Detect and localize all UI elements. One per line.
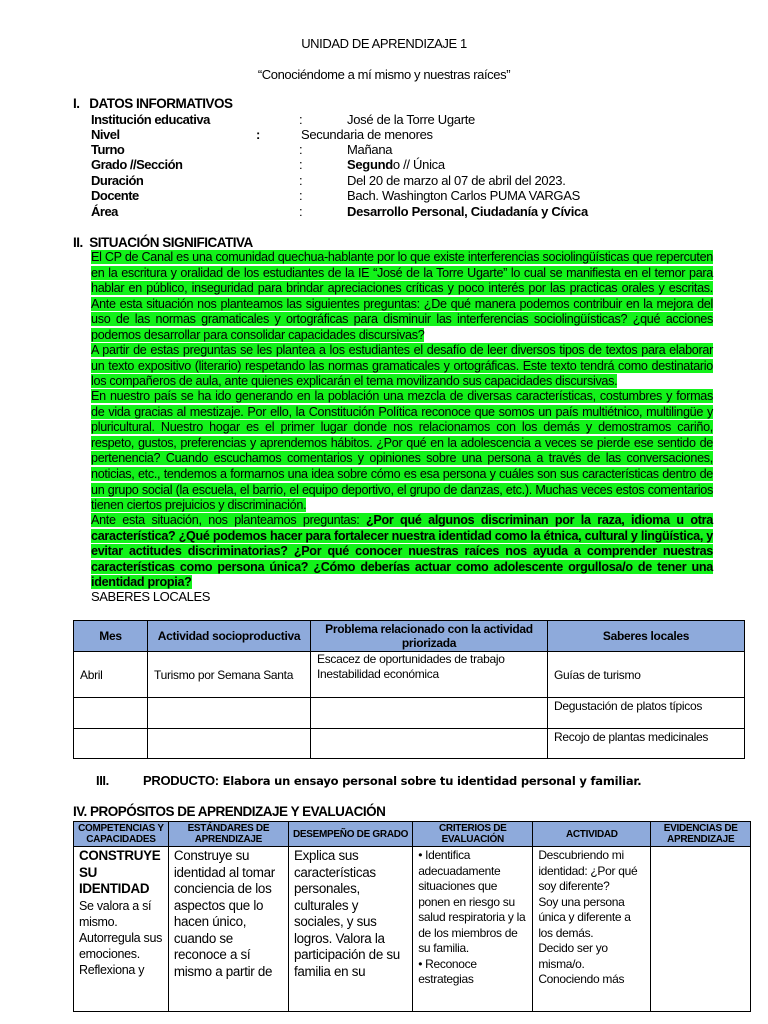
section-2-heading: II. SITUACIÓN SIGNIFICATIVA (73, 235, 253, 250)
document-title: UNIDAD DE APRENDIZAJE 1 (301, 36, 467, 51)
situacion-paragraph-1 (91, 250, 713, 344)
colon: : (299, 112, 303, 127)
table-header-row (74, 621, 745, 652)
table-row (74, 698, 745, 729)
highlighted-text: Ante esta situación, nos planteamos preguntas: (91, 513, 366, 527)
colon: : (256, 127, 261, 142)
header-criterios: CRITERIOS DE EVALUACIÓN (413, 822, 533, 847)
criterio-2: • Reconoce estrategias (418, 956, 477, 986)
cell-criterios (413, 847, 533, 1012)
label-area: Área (91, 204, 118, 219)
cell-saber: Degustación de platos típicos (548, 698, 745, 729)
label-docente: Docente (91, 188, 139, 203)
situacion-paragraph-4 (91, 513, 713, 591)
section-3-number: III. (96, 773, 109, 788)
situacion-paragraph-2 (91, 343, 713, 390)
colon: : (299, 142, 303, 157)
cell-problema (311, 729, 548, 759)
section-3-product (143, 773, 641, 788)
label-turno: Turno (91, 142, 125, 157)
header-problema: Problema relacionado con la actividad priorizada (311, 621, 548, 652)
header-estandares: ESTÁNDARES DE APRENDIZAJE (168, 822, 288, 847)
cell-saber: Recojo de plantas medicinales (548, 729, 745, 759)
table-row (74, 652, 745, 698)
cell-actividad (148, 698, 311, 729)
header-actividad: Actividad socioproductiva (148, 621, 311, 652)
actividad-1: Descubriendo mi identidad: ¿Por qué soy diferente? (538, 848, 638, 893)
value-grado (347, 157, 445, 172)
cell-problema (311, 698, 548, 729)
cell-actividad (148, 729, 311, 759)
saberes-table (73, 620, 745, 759)
product-label: PRODUCTO: (143, 773, 219, 788)
value-grado-bold: Segund (347, 157, 393, 172)
value-docente: Bach. Washington Carlos PUMA VARGAS (347, 188, 580, 203)
competencia-text: Se valora a sí mismo. Autorregula sus emociones. Reflexiona y (79, 898, 163, 977)
section-1-heading: I. DATOS INFORMATIVOS (73, 96, 233, 111)
problema-line-1: Escacez de oportunidades de trabajo (317, 652, 505, 666)
table-header-row (74, 822, 751, 847)
document-subtitle: “Conociéndome a mí mismo y nuestras raíces” (257, 67, 511, 82)
cell-mes (74, 698, 148, 729)
header-desempeno: DESEMPEÑO DE GRADO (288, 822, 412, 847)
cell-mes: Abril (74, 652, 148, 698)
colon: : (299, 188, 303, 203)
product-text: Elabora un ensayo personal sobre tu identidad personal y familiar. (218, 774, 642, 788)
colon: : (299, 204, 303, 219)
label-nivel: Nivel (91, 127, 120, 142)
actividad-2: Soy una persona única y diferente a los demás. (538, 894, 631, 940)
highlighted-text: El CP de Canal es una comunidad quechua-hablante por lo que existe interferencias sociolingüísticas que repercuten en la escritura y oralidad de los estudiantes de la IE “José de la Torre Ugarte” lo cual se manifiesta en el temor para hablar en público, inseguridad para brindar apreciaciones críticas y poco interés por las practicas orales y escritas. Ante esta situación nos planteamos las siguientes preguntas: ¿De qué manera podemos contribuir en la mejora del uso de las normas gramaticales y ortográficas para disminuir las interferencias sociolingüísticas? ¿qué acciones podemos desarrollar para consolidar capacidades discursivas? (91, 250, 713, 342)
actividad-3: Decido ser yo misma/o. (538, 941, 608, 971)
header-actividad: ACTIVIDAD (533, 822, 651, 847)
value-turno: Mañana (347, 142, 393, 157)
label-institucion: Institución educativa (91, 112, 210, 127)
cell-competencia (74, 847, 169, 1012)
section-4-heading: IV. PROPÓSITOS DE APRENDIZAJE Y EVALUACIÓN (73, 804, 386, 819)
competencia-title: CONSTRUYE SU IDENTIDAD (79, 848, 161, 896)
cell-problema (311, 652, 548, 698)
colon: : (299, 173, 303, 188)
criterio-1: • Identifica adecuadamente situaciones que ponen en riesgo su salud respiratoria y la de los miembros de su familia. (418, 848, 526, 955)
header-mes: Mes (74, 621, 148, 652)
highlighted-text: En nuestro país se ha ido generando en la población una mezcla de diversas características, costumbres y formas de vida gracias al mestizaje. Por ello, la Constitución Política reconoce que somos un país multiétnico, multilingüe y pluricultural. Nuestro hogar es el primer lugar donde nos relacionamos con los demás y demostramos cariño, respeto, gustos, preferencias y aprendemos hábitos. ¿Por qué en la adolescencia a veces se pierde ese sentido de pertenencia? Cuando escuchamos comentarios y opiniones sobre una persona a través de las conversaciones, noticias, etc., tendemos a formarnos una idea sobre cómo es esa persona y cuáles son sus características dentro de un grupo social (la escuela, el barrio, el equipo deportivo, el grupo de danzas, etc.). Muchas veces estos comentarios tienen ciertos prejuicios y discriminación. (91, 389, 713, 513)
cell-mes (74, 729, 148, 759)
highlighted-questions: ¿Por qué algunos discriminan por la raza, idioma u otra característica? ¿Qué podemos hacer para fortalecer nuestra identidad como la étnica, cultural y lingüística, y evitar actitudes discriminatorias? ¿Por qué conocer nuestras raíces nos ayuda a comprender nuestras características como persona única? ¿Cómo deberías actuar como adolescente orgullosa/o de tener una identidad propia? (91, 513, 713, 590)
value-nivel: Secundaria de menores (301, 127, 433, 142)
label-duracion: Duración (91, 173, 144, 188)
value-institucion: José de la Torre Ugarte (347, 112, 475, 127)
table-row (74, 847, 751, 1012)
highlighted-text: A partir de estas preguntas se les plantea a los estudiantes el desafío de leer diversos tipos de textos para elaborar un texto expositivo (literario) respetando las normas gramaticales y ortográficas. Este texto tendrá como destinatario los compañeros de aula, ante quienes explicarán el tema movilizando sus capacidades discursivas. (91, 343, 713, 389)
cell-saber: Guías de turismo (548, 652, 745, 698)
header-saberes: Saberes locales (548, 621, 745, 652)
problema-line-2: Inestabilidad económica (317, 667, 439, 681)
situacion-paragraph-3 (91, 389, 713, 514)
cell-estandar: Construye su identidad al tomar conciencia de los aspectos que lo hacen único, cuando se reconoce a sí mismo a partir de (168, 847, 288, 1012)
header-evidencias: EVIDENCIAS DE APRENDIZAJE (651, 822, 751, 847)
cell-actividad: Turismo por Semana Santa (148, 652, 311, 698)
propositos-table (73, 821, 751, 1012)
cell-actividad (533, 847, 651, 1012)
cell-evidencias (651, 847, 751, 1012)
label-grado: Grado //Sección (91, 157, 183, 172)
cell-desempeno: Explica sus características personales, culturales y sociales, y sus logros. Valora la participación de su familia en su (288, 847, 412, 1012)
saberes-heading: SABERES LOCALES (91, 589, 210, 604)
header-competencias: COMPETENCIAS Y CAPACIDADES (74, 822, 169, 847)
colon: : (299, 157, 303, 172)
value-area: Desarrollo Personal, Ciudadanía y Cívica (347, 204, 588, 219)
actividad-4: Conociendo más (538, 972, 625, 986)
table-row (74, 729, 745, 759)
value-duracion: Del 20 de marzo al 07 de abril del 2023. (347, 173, 566, 188)
value-grado-rest: o // Única (392, 157, 445, 172)
